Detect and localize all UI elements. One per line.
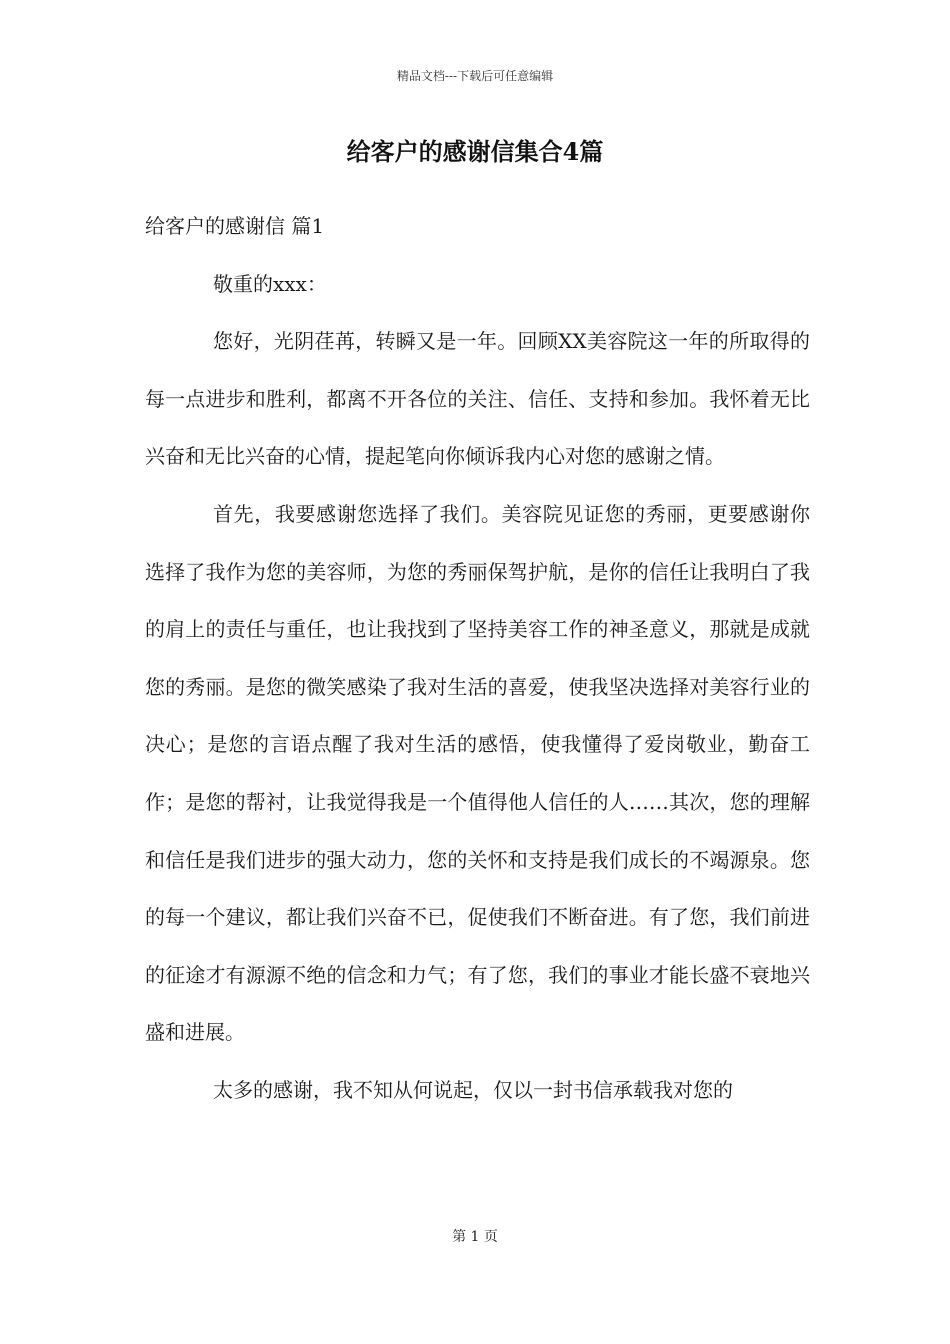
letter-greeting: 敬重的xxx：: [213, 271, 327, 296]
document-body: [145, 198, 810, 1120]
body-paragraph-1: 您好，光阴荏苒，转瞬又是一年。回顾XX美容院这一年的所取得的每一点进步和胜利，都离不开各位的关注、信任、支持和参加。我怀着无比兴奋和无比兴奋的心情，提起笔向你倾诉我内心对您的感谢之情。: [145, 329, 810, 469]
body-paragraph-2: 首先，我要感谢您选择了我们。美容院见证您的秀丽，更要感谢你选择了我作为您的美容师，为您的秀丽保驾护航，是你的信任让我明白了我的肩上的责任与重任，也让我找到了坚持美容工作的神圣意义，那就是成就您的秀丽。是您的微笑感染了我对生活的喜爱，使我坚决选择对美容行业的决心；是您的言语点醒了我对生活的感悟，使我懂得了爱岗敬业，勤奋工作；是您的帮衬，让我觉得我是一个值得他人信任的人……其次，您的理解和信任是我们进步的强大动力，您的关怀和支持是我们成长的不竭源泉。您的每一个建议，都让我们兴奋不已，促使我们不断奋进。有了您，我们前进的征途才有源源不绝的信念和力气；有了您，我们的事业才能长盛不衰地兴盛和进展。: [145, 501, 810, 1045]
page-number: 第 1 页: [452, 1229, 498, 1245]
document-title: 给客户的感谢信集合4篇: [346, 137, 604, 166]
body-paragraph-3: 太多的感谢，我不知从何说起，仅以一封书信承载我对您的: [213, 1077, 733, 1102]
section-title: 给客户的感谢信 篇1: [145, 214, 325, 238]
header-note: 精品文档---下载后可任意编辑: [396, 69, 554, 83]
